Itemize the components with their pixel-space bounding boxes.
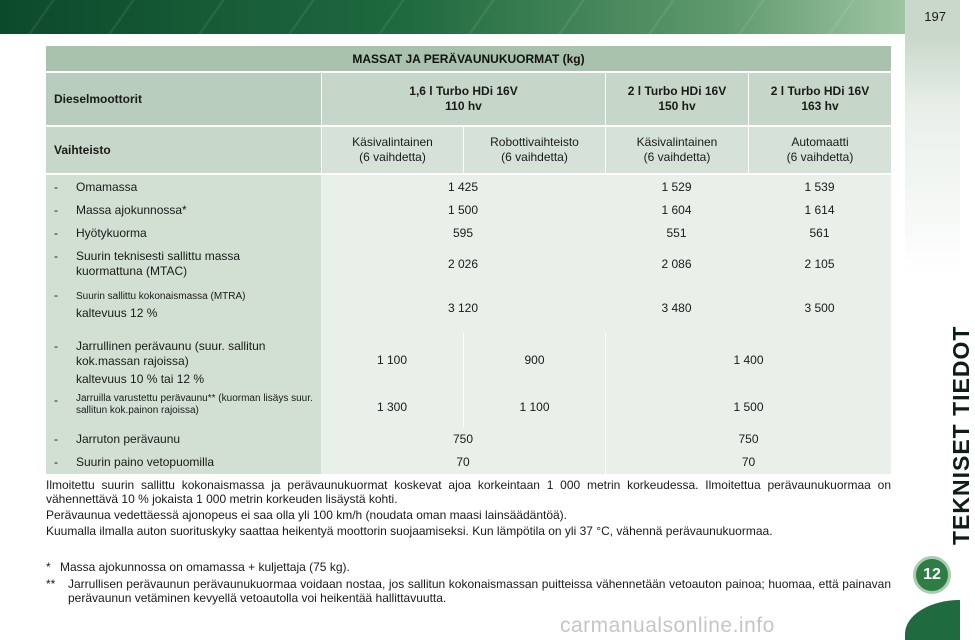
engine-2-name: 2 l Turbo HDi 16V [627, 84, 727, 98]
table-title: MASSAT JA PERÄVAUNUKUORMAT (kg) [46, 46, 891, 73]
note-speed: Perävaunua vedettäessä ajonopeus ei saa olla yli 100 km/h (noudata oman maasi lainsäädäntöä). [46, 508, 568, 522]
footnote-1 [46, 560, 891, 574]
table-row [46, 283, 891, 333]
engine-3-power: 163 hv [801, 99, 839, 113]
page-header-band [0, 0, 905, 34]
engine-3-name: 2 l Turbo HDi 16V [770, 84, 870, 98]
cell-value: 1 425 [447, 179, 479, 194]
table-row [46, 245, 891, 283]
note-altitude: Ilmoitettu suurin sallittu kokonaismassa ja perävaunukuormat koskevat ajoa korkeintaan 1 000 metrin korkeudessa. Ilmoitettua perävaunukuormaa on vähennettävä 10 % jokaista 1 000 metrin korkeuden lisäystä kohti. [46, 478, 891, 506]
note-temperature: Kuumalla ilmalla auton suorituskyky saattaa heikentyä moottorin suojaamiseksi. Kun lämpötila on yli 37 °C, vähennä perävaunukuormaa. [46, 524, 773, 538]
cell-value: 595 [452, 226, 474, 240]
chapter-number: 12 [923, 566, 941, 583]
footnote-2-mark: ** [46, 577, 56, 591]
row-dash: - [54, 288, 58, 302]
watermark-text: carmanualsonline.info [560, 614, 775, 637]
cell-value: 1 400 [605, 333, 891, 387]
table-row [46, 451, 891, 474]
cell-value: 561 [809, 226, 830, 240]
footnote-2-text: Jarrullisen perävaunun perävaunukuormaa voidaan nostaa, jos sallitun kokonaismassan puitteissa vähennetään vetoauton painoa; huomaa, että painavan perävaunun vetäminen kevyellä vetoautolla voi heikentää hallittavuutta. [68, 577, 891, 605]
page-number: 197 [924, 9, 946, 24]
cell-value: 1 539 [804, 179, 835, 194]
row-label: Suurin paino vetopuomilla [76, 455, 215, 469]
row-label: Omamassa [76, 179, 138, 194]
gearbox-2-gears: (6 vaihdetta) [501, 150, 568, 164]
engine-1-power: 110 hv [445, 99, 482, 113]
cell-value: 3 120 [447, 300, 479, 315]
section-title: TEKNISET TIEDOT [948, 325, 974, 545]
cell-value: 551 [666, 226, 687, 240]
row-label: Hyötykuorma [76, 226, 147, 240]
gearbox-1 [321, 127, 463, 173]
cell-value: 3 480 [661, 300, 692, 315]
gearbox-4 [748, 127, 891, 173]
table-row [46, 222, 891, 245]
row-label: Massa ajokunnossa* [76, 203, 187, 217]
engine-1-name: 1,6 l Turbo HDi 16V [409, 84, 518, 98]
row-label: Suurin sallittu kokonaismassa (MTRA) [76, 291, 246, 302]
row-sublabel: kaltevuus 10 % tai 12 % [76, 372, 205, 386]
footnote-1-mark: * [46, 560, 51, 574]
gearbox-2-type: Robottivaihteisto [490, 135, 579, 149]
table-row [46, 333, 891, 387]
gearbox-1-type: Käsivalintainen [352, 135, 433, 149]
cell-value: 3 500 [804, 300, 835, 315]
row-dash: - [54, 226, 58, 240]
cell-value: 1 100 [463, 387, 605, 427]
mass-table [46, 46, 891, 474]
cell-value: 1 500 [605, 387, 891, 427]
chapter-number-badge [913, 556, 951, 594]
cell-value: 1 100 [321, 333, 463, 387]
row-label: Jarruton perävaunu [76, 431, 181, 446]
gearbox-3 [605, 127, 748, 173]
row-dash: - [54, 393, 58, 407]
cell-value: 70 [456, 455, 470, 469]
gearbox-3-gears: (6 vaihdetta) [643, 150, 711, 164]
row-dash: - [54, 339, 58, 353]
row-dash: - [54, 179, 58, 194]
gearbox-label: Vaihteisto [46, 127, 321, 173]
cell-value: 900 [463, 333, 605, 387]
page-number-box [905, 0, 960, 36]
cell-value: 1 500 [447, 203, 479, 217]
table-row [46, 387, 891, 427]
row-label: Suurin teknisesti sallittu massa kuormattuna (MTAC) [76, 249, 241, 278]
cell-value: 1 614 [804, 203, 835, 217]
cell-value: 70 [605, 451, 891, 474]
engine-2-power: 150 hv [658, 99, 696, 113]
row-label: Jarrullinen perävaunu (suur. sallitun kok.massan rajoissa) [76, 339, 266, 368]
cell-value: 750 [605, 427, 891, 451]
row-dash: - [54, 455, 58, 469]
gearbox-4-type: Automaatti [791, 135, 849, 149]
cell-value: 2 086 [661, 256, 692, 271]
row-sublabel: kaltevuus 12 % [76, 306, 158, 320]
engine-label: Dieselmoottorit [46, 73, 321, 125]
footnote-2 [46, 577, 891, 605]
table-body [46, 175, 891, 474]
engine-header-row [46, 73, 891, 127]
row-dash: - [54, 431, 58, 446]
cell-value: 1 529 [661, 179, 692, 194]
cell-value: 2 026 [447, 256, 479, 271]
cell-value: 2 105 [804, 256, 835, 271]
engine-1 [321, 73, 605, 125]
cell-value: 750 [452, 431, 474, 446]
table-row [46, 427, 891, 451]
row-label: Jarruilla varustettu perävaunu** (kuorman lisäys suur. sallitun kok.painon rajoissa) [76, 393, 313, 416]
cell-value: 1 300 [376, 399, 408, 414]
cell-value: 1 604 [661, 203, 692, 217]
gearbox-1-gears: (6 vaihdetta) [359, 150, 426, 164]
footnote-1-text: Massa ajokunnossa on omamassa + kuljettaja (75 kg). [60, 560, 350, 574]
gearbox-row [46, 127, 891, 175]
row-dash: - [54, 249, 58, 263]
gearbox-4-gears: (6 vaihdetta) [786, 150, 854, 164]
gearbox-3-type: Käsivalintainen [636, 135, 718, 149]
row-dash: - [54, 203, 58, 217]
engine-2 [605, 73, 748, 125]
gearbox-2 [463, 127, 605, 173]
engine-3 [748, 73, 891, 125]
table-row [46, 175, 891, 199]
table-row [46, 199, 891, 222]
